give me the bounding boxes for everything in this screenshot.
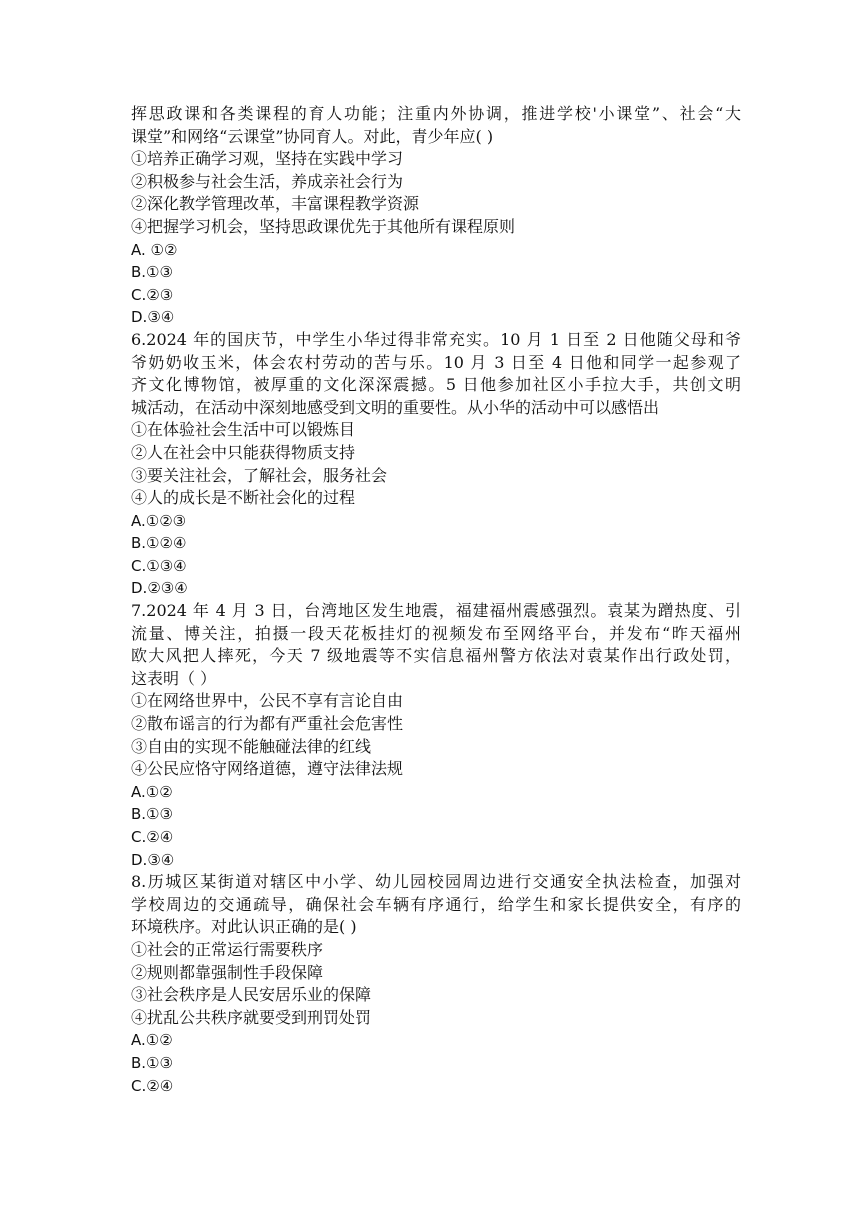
question-8 bbox=[131, 871, 741, 1097]
question-5-stem-line: 挥思政课和各类课程的育人功能；注重内外协调，推进学校'小课堂”、社会“大 bbox=[131, 104, 741, 123]
question-7-stem-line: 7.2024 年 4 月 3 日，台湾地区发生地震，福建福州震感强烈。袁某为蹭热度、引 bbox=[131, 601, 741, 621]
question-6-option-d: D.②③④ bbox=[131, 579, 188, 598]
question-8-statement: ①社会的正常运行需要秩序 bbox=[131, 939, 324, 959]
question-8-option-a: A.①② bbox=[131, 1031, 173, 1050]
question-8-stem-line: 8.历城区某街道对辖区中小学、幼儿园校园周边进行交通安全执法检查，加强对 bbox=[131, 872, 741, 892]
question-6-statement: ③要关注社会，了解社会，服务社会 bbox=[131, 465, 388, 485]
question-6-statement: ④人的成长是不断社会化的过程 bbox=[131, 488, 356, 508]
question-7-statement: ①在网络世界中，公民不享有言论自由 bbox=[131, 691, 404, 711]
question-8-option-c: C.②④ bbox=[131, 1076, 174, 1095]
question-7-option-d: D.③④ bbox=[131, 850, 175, 869]
question-6-stem-line: 城活动，在活动中深刻地感受到文明的重要性。从小华的活动中可以感悟出 bbox=[131, 397, 660, 417]
question-7-stem-line: 欧大风把人摔死，今天 7 级地震等不实信息福州警方依法对袁某作出行政处罚， bbox=[131, 646, 741, 666]
question-8-stem-line: 学校周边的交通疏导，确保社会车辆有序通行，给学生和家长提供安全，有序的 bbox=[131, 894, 741, 914]
question-6-stem-line: 爷奶奶收玉米，体会农村劳动的苦与乐。10 月 3 日至 4 日他和同学一起参观了 bbox=[131, 352, 741, 372]
question-7-option-c: C.②④ bbox=[131, 828, 174, 846]
question-5-statement: ④把握学习机会，坚持思政课优先于其他所有课程原则 bbox=[131, 216, 516, 236]
question-5-option-a: A. ①② bbox=[131, 240, 178, 259]
question-5-option-d: D.③④ bbox=[131, 308, 175, 327]
question-6-statement: ①在体验社会生活中可以锻炼目 bbox=[131, 420, 356, 440]
question-5-statement: ②深化教学管理改革，丰富课程教学资源 bbox=[131, 194, 420, 214]
question-7-stem-line: 这表明（ ） bbox=[131, 668, 217, 688]
question-6-option-c: C.①③④ bbox=[131, 556, 187, 575]
question-6-option-b: B.①②④ bbox=[131, 534, 187, 553]
question-8-statement: ④扰乱公共秩序就要受到刑罚处罚 bbox=[131, 1007, 372, 1027]
question-6 bbox=[131, 329, 741, 600]
question-7-statement: ④公民应恪守网络道德，遵守法律法规 bbox=[131, 759, 404, 779]
question-5-option-b: B.①③ bbox=[131, 263, 173, 282]
question-8-statement: ③社会秩序是人民安居乐业的保障 bbox=[131, 985, 372, 1005]
question-7 bbox=[131, 600, 741, 871]
question-7-statement: ③自由的实现不能触碰法律的红线 bbox=[131, 736, 372, 756]
document-page bbox=[131, 103, 741, 1097]
question-7-stem-line: 流量、博关注，拍摄一段天花板挂灯的视频发布至网络平台，并发布“昨天福州 bbox=[131, 623, 741, 643]
question-5-stem-line: 课堂”和网络“云课堂”协同育人。对此，青少年应( ) bbox=[131, 126, 494, 146]
question-7-statement: ②散布谣言的行为都有严重社会危害性 bbox=[131, 714, 404, 734]
question-5-option-c: C.②③ bbox=[131, 285, 174, 304]
question-6-stem-line: 6.2024 年的国庆节，中学生小华过得非常充实。10 月 1 日至 2 日他随父母和爷 bbox=[131, 329, 741, 349]
question-7-option-a: A.①② bbox=[131, 782, 173, 801]
question-6-stem-line: 齐文化博物馆，被厚重的文化深深震撼。5 日他参加社区小手拉大手，共创文明 bbox=[131, 375, 741, 395]
question-7-option-b: B.①③ bbox=[131, 805, 173, 824]
question-6-option-a: A.①②③ bbox=[131, 511, 187, 530]
question-5 bbox=[131, 103, 741, 329]
question-5-statement: ①培养正确学习观，坚持在实践中学习 bbox=[131, 149, 404, 169]
question-5-statement: ②积极参与社会生活，养成亲社会行为 bbox=[131, 171, 404, 191]
question-8-option-b: B.①③ bbox=[131, 1053, 173, 1072]
question-8-stem-line: 环境秩序。对此认识正确的是( ) bbox=[131, 917, 357, 937]
question-8-statement: ②规则都靠强制性手段保障 bbox=[131, 962, 324, 982]
question-6-statement: ②人在社会中只能获得物质支持 bbox=[131, 442, 356, 462]
